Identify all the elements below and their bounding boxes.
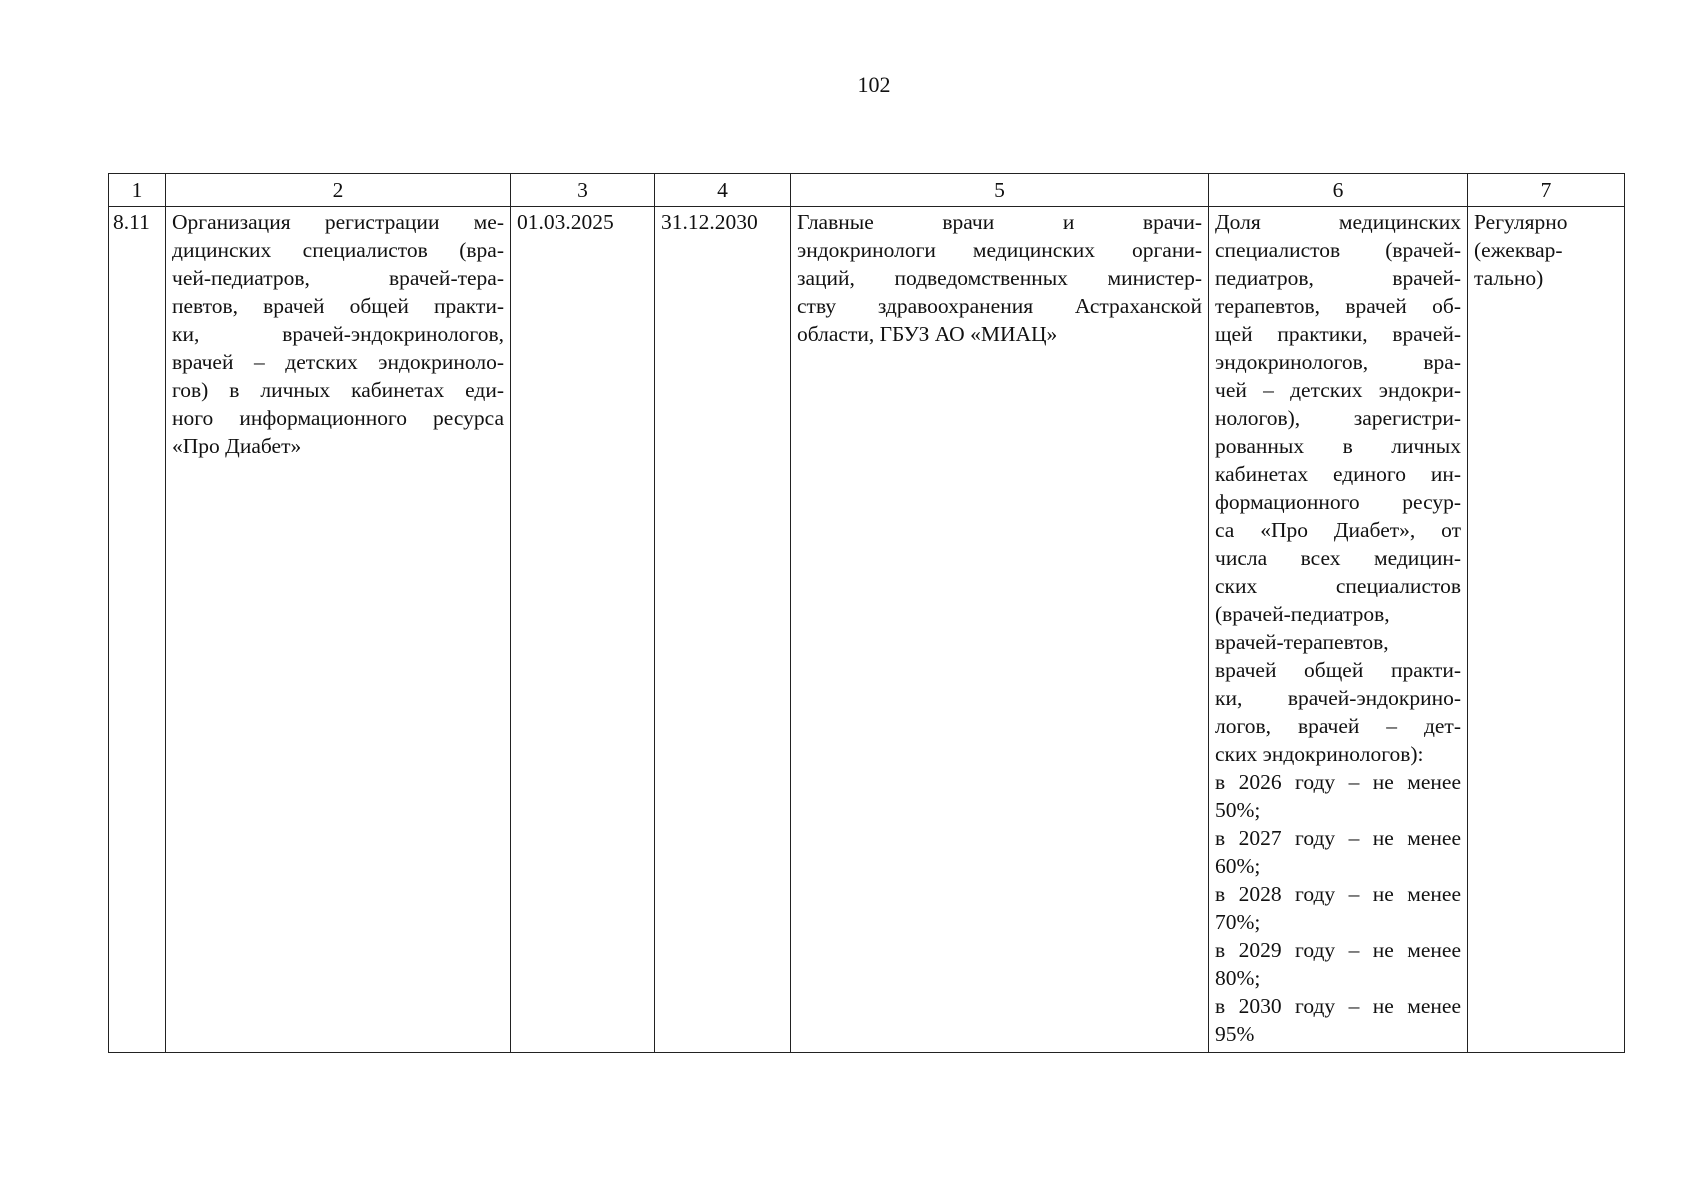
column-header: 4 (655, 174, 791, 207)
indicator-text-line: логов, врачей – дет- (1215, 714, 1461, 738)
event-text-line: ного информационного ресурса (172, 406, 504, 430)
indicator-text-line: специалистов (врачей- (1215, 238, 1461, 262)
indicator-text-line: формационного ресур- (1215, 490, 1461, 514)
indicator-text-line: ских специалистов (1215, 574, 1461, 598)
table-header-row (109, 174, 1625, 207)
table-row (109, 207, 1625, 1053)
event-text-line: чей-педиатров, врачей-тера- (172, 266, 504, 290)
responsible-text-line: заций, подведомственных министер- (797, 266, 1202, 290)
periodicity-text-line: тально) (1474, 266, 1544, 290)
activity-table (108, 173, 1625, 1053)
indicator-text-line: 95% (1215, 1022, 1255, 1046)
indicator-cell (1209, 207, 1468, 1053)
indicator-text-line: в 2027 году – не менее (1215, 826, 1461, 850)
indicator-text-line: кабинетах единого ин- (1215, 462, 1461, 486)
event-text-line: ки, врачей-эндокринологов, (172, 322, 504, 346)
periodicity-text-line: Регулярно (1474, 210, 1568, 234)
indicator-text-line: са «Про Диабет», от (1215, 518, 1461, 542)
indicator-text-line: 80%; (1215, 966, 1261, 990)
indicator-text-line: числа всех медицин- (1215, 546, 1461, 570)
indicator-text-line: врачей общей практи- (1215, 658, 1461, 682)
column-header: 1 (109, 174, 166, 207)
indicator-text-line: в 2030 году – не менее (1215, 994, 1461, 1018)
event-text-line: гов) в личных кабинетах еди- (172, 378, 504, 402)
indicator-text-line: 70%; (1215, 910, 1261, 934)
column-header: 7 (1468, 174, 1625, 207)
indicator-text-line: нологов), зарегистри- (1215, 406, 1461, 430)
indicator-text-line: в 2029 году – не менее (1215, 938, 1461, 962)
event-text-line: дицинских специалистов (вра- (172, 238, 504, 262)
responsible-text-line: эндокринологи медицинских органи- (797, 238, 1202, 262)
indicator-text-line: педиатров, врачей- (1215, 266, 1461, 290)
event-text-line: Организация регистрации ме- (172, 210, 504, 234)
start-date-cell: 01.03.2025 (511, 207, 655, 1053)
indicator-text-line: рованных в личных (1215, 434, 1461, 458)
indicator-text-line: 60%; (1215, 854, 1261, 878)
responsible-cell (791, 207, 1209, 1053)
indicator-text-line: щей практики, врачей- (1215, 322, 1461, 346)
indicator-text-line: ских эндокринологов): (1215, 742, 1424, 766)
page-number: 102 (857, 72, 891, 97)
row-number-cell: 8.11 (109, 207, 166, 1053)
indicator-text-line: (врачей-педиатров, (1215, 602, 1390, 626)
column-header: 3 (511, 174, 655, 207)
event-cell (166, 207, 511, 1053)
responsible-text-line: области, ГБУЗ АО «МИАЦ» (797, 322, 1058, 346)
indicator-text-line: эндокринологов, вра- (1215, 350, 1461, 374)
indicator-text-line: ки, врачей-эндокрино- (1215, 686, 1461, 710)
event-text-line: врачей – детских эндокриноло- (172, 350, 504, 374)
column-header: 2 (166, 174, 511, 207)
indicator-text-line: Доля медицинских (1215, 210, 1461, 234)
indicator-text-line: врачей-терапевтов, (1215, 630, 1389, 654)
indicator-text-line: в 2028 году – не менее (1215, 882, 1461, 906)
periodicity-cell (1468, 207, 1625, 1053)
indicator-text-line: в 2026 году – не менее (1215, 770, 1461, 794)
end-date-cell: 31.12.2030 (655, 207, 791, 1053)
indicator-text-line: чей – детских эндокри- (1215, 378, 1461, 402)
responsible-text-line: Главные врачи и врачи- (797, 210, 1202, 234)
indicator-text-line: терапевтов, врачей об- (1215, 294, 1461, 318)
column-header: 6 (1209, 174, 1468, 207)
event-text-line: певтов, врачей общей практи- (172, 294, 504, 318)
column-header: 5 (791, 174, 1209, 207)
responsible-text-line: ству здравоохранения Астраханской (797, 294, 1202, 318)
indicator-text-line: 50%; (1215, 798, 1261, 822)
periodicity-text-line: (ежеквар- (1474, 238, 1563, 262)
event-text-line: «Про Диабет» (172, 434, 302, 458)
